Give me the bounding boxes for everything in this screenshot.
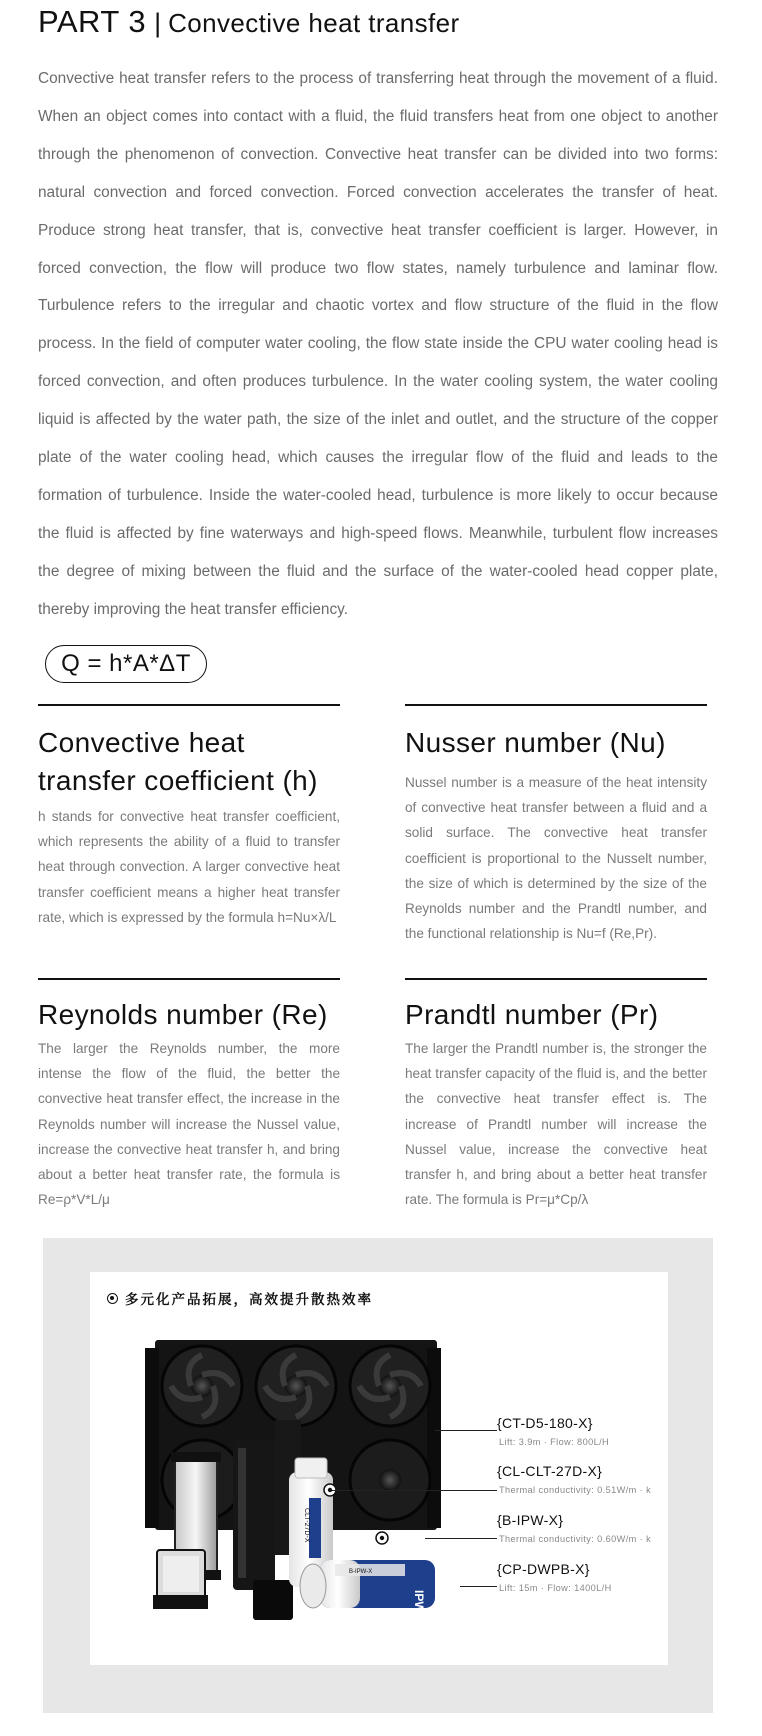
product-name: {B-IPW-X} [497,1512,564,1528]
water-block [153,1550,208,1609]
leader-line-ct-d5 [435,1430,497,1431]
card-text: h stands for convective heat transfer coefficient, which represents the ability of a fluid to transfer heat through convection. A larger convective heat transfer coefficient means a higher heat transfer rate, which is expressed by the formula h=Nu×λ/L [38,809,340,925]
card-nusselt-number [405,704,707,946]
ipw-bottle-label: IPW [412,1590,426,1613]
leader-line-cl-clt [332,1490,497,1491]
ipw-bottle-small-label: B-IPW-X [349,1569,373,1575]
radio-dot-icon [107,1293,118,1304]
product-panel-heading-text: 多元化产品拓展，高效提升散热效率 [125,1292,373,1308]
card-divider [38,704,340,706]
intro-paragraph: Convective heat transfer refers to the process of transferring heat through the movement of a fluid. When an object comes into contact with a fluid, the fluid transfers heat from one object to another through the phenomenon of convection. Convective heat transfer can be divided into two forms: natural convection and forced convection. Forced convection accelerates the transfer of heat. Produce strong heat transfer, that is, convective heat transfer coefficient is larger. However, in forced convection, the flow will produce two flow states, namely turbulence and laminar flow. Turbulence refers to the irregular and chaotic vortex and flow structure of the fluid in the flow process. In the field of computer water cooling, the flow state inside the CPU water cooling head is forced convection, and often produces turbulence. In the water cooling system, the water cooling liquid is affected by the water path, the size of the inlet and outlet, and the structure of the copper plate of the water cooling head, which causes the irregular flow of the fluid and leads to the formation of turbulence. Inside the water-cooled head, turbulence is more likely to occur because the fluid is affected by fine waterways and high-speed flows. Meanwhile, turbulent flow increases the degree of mixing between the fluid and the surface of the water-cooled head copper plate, thereby improving the heat transfer efficiency. [38,70,718,618]
card-title: Convective heat transfer coefficient (h) [38,727,318,796]
product-name: {CL-CLT-27D-X} [497,1463,603,1479]
card-text: The larger the Prandtl number is, the stronger the heat transfer capacity of the fluid is, and the better the convective heat transfer effect is. The increase of Prandtl number will increase the Nussel value, increase the convective heat transfer h, and bring about a better heat transfer rate. The formula is Pr=μ*Cp/λ [405,1041,707,1208]
formula-pill: Q = h*A*ΔT [45,645,207,683]
section-title: Convective heat transfer [168,8,460,38]
card-title: Prandtl number (Pr) [405,999,659,1030]
card-title: Reynolds number (Re) [38,999,328,1030]
coolant-bottle-label: CLT-27D-X [303,1508,310,1543]
product-name: {CP-DWPB-X} [497,1561,590,1577]
part-number: PART 3 [38,4,147,39]
card-title: Nusser number (Nu) [405,727,666,758]
section-header [38,4,460,40]
ipw-bottle [300,1560,435,1613]
card-divider [405,978,707,980]
card-text: Nussel number is a measure of the heat intensity of convective heat transfer between a fluid and a solid surface. The convective heat transfer coefficient is proportional to the Nusselt number, the size of which is determined by the size of the Reynolds number and the Prandtl number, and the functional relationship is Nu=f (Re,Pr). [405,775,707,942]
card-heat-transfer-coefficient [38,704,340,930]
product-image [145,1340,445,1625]
product-spec: Thermal conductivity: 0.51W/m · k [499,1485,652,1495]
product-spec: Lift: 3.9m · Flow: 800L/H [499,1437,610,1447]
product-panel-heading [107,1288,373,1308]
product-spec: Thermal conductivity: 0.60W/m · k [499,1534,652,1544]
header-separator: | [154,8,162,38]
card-text: The larger the Reynolds number, the more intense the flow of the fluid, the better the convective heat transfer effect, the increase in the Reynolds number will increase the Nussel value, increase the convective heat transfer h, and bring about a better heat transfer rate, the formula is Re=ρ*V*L/μ [38,1041,340,1208]
card-reynolds-number [38,978,340,1212]
leader-line-cp-dwpb [460,1586,497,1587]
product-name: {CT-D5-180-X} [497,1415,593,1431]
card-divider [405,704,707,706]
product-spec: Lift: 15m · Flow: 1400L/H [499,1583,612,1593]
card-prandtl-number [405,978,707,1212]
leader-line-b-ipw [425,1538,497,1539]
card-divider [38,978,340,980]
